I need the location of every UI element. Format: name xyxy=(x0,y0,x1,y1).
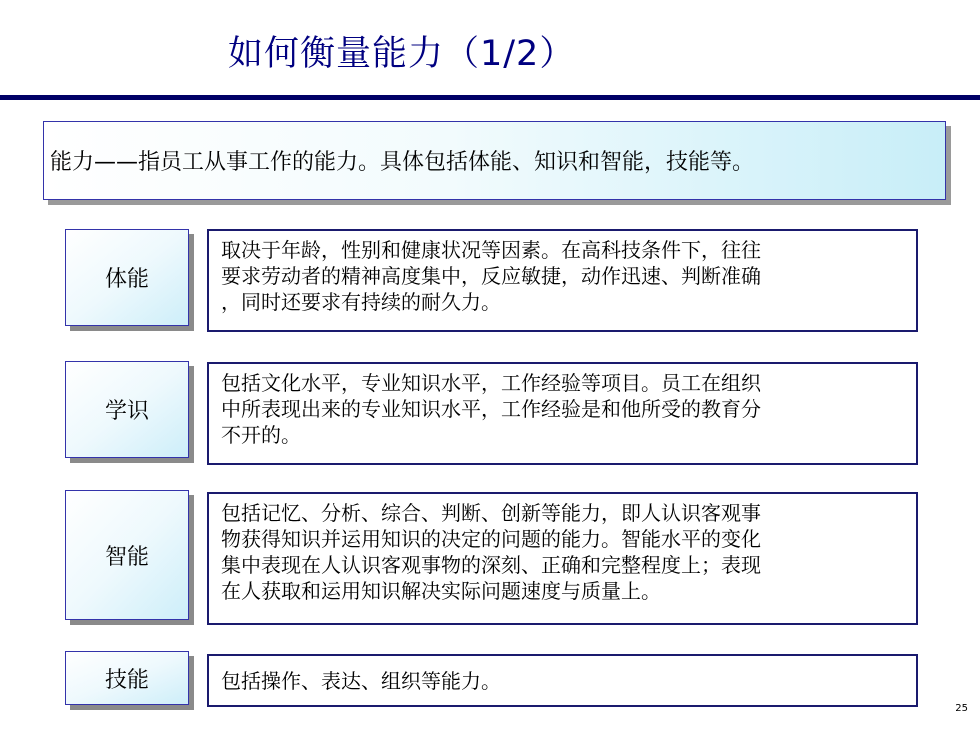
description-line: ，同时还要求有持续的耐久力。 xyxy=(221,290,501,314)
description-line: 包括操作、表达、组织等能力。 xyxy=(221,668,501,693)
description-line: 要求劳动者的精神高度集中，反应敏捷，动作迅速、判断准确 xyxy=(221,264,761,288)
label-box-physical xyxy=(65,229,189,326)
description-box-skills xyxy=(207,654,918,707)
label-text: 智能 xyxy=(104,544,149,570)
description-line: 集中表现在人认识客观事物的深刻、正确和完整程度上；表现 xyxy=(221,553,761,577)
title-divider xyxy=(0,95,980,100)
description-line: 不开的。 xyxy=(221,423,301,447)
description-box-physical xyxy=(207,229,918,332)
label-box-skills xyxy=(65,651,189,705)
description-line: 中所表现出来的专业知识水平，工作经验是和他所受的教育分 xyxy=(221,397,761,421)
definition-box xyxy=(43,121,946,200)
description-box-intelligence xyxy=(207,492,918,625)
label-text: 体能 xyxy=(104,267,149,292)
description-box-knowledge xyxy=(207,362,918,465)
label-text: 学识 xyxy=(104,399,149,424)
description-line: 物获得知识并运用知识的决定的问题的能力。智能水平的变化 xyxy=(221,527,761,551)
description-line: 包括记忆、分析、综合、判断、创新等能力，即人认识客观事 xyxy=(221,501,761,525)
description-line: 取决于年龄，性别和健康状况等因素。在高科技条件下，往往 xyxy=(221,238,761,262)
slide-title: 如何衡量能力（1/2） xyxy=(228,34,576,74)
definition-text: 能力——指员工从事工作的能力。具体包括体能、知识和智能，技能等。 xyxy=(50,150,755,175)
label-text: 技能 xyxy=(104,667,149,693)
label-box-knowledge xyxy=(65,361,189,458)
description-line: 包括文化水平，专业知识水平，工作经验等项目。员工在组织 xyxy=(221,371,761,395)
description-line: 在人获取和运用知识解决实际问题速度与质量上。 xyxy=(221,579,661,603)
label-box-intelligence xyxy=(65,490,189,620)
page-number: 25 xyxy=(955,703,968,714)
